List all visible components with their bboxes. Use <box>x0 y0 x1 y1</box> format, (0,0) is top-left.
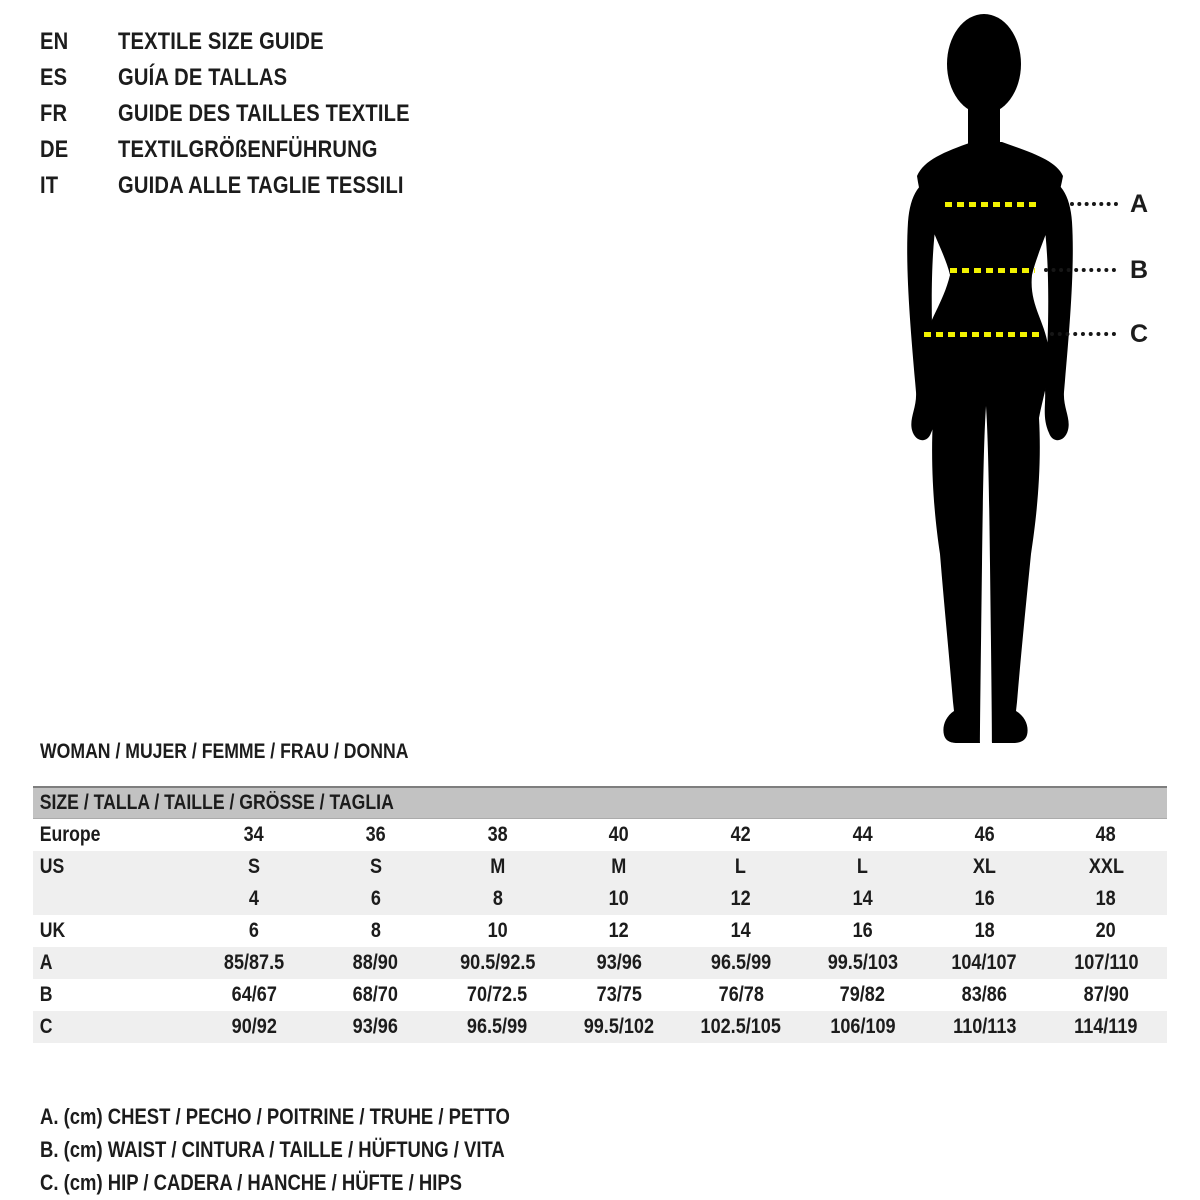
language-row-fr <box>40 96 465 132</box>
language-row-en <box>40 24 465 60</box>
size-value: 70/72.5 <box>467 983 528 1006</box>
row-label: US <box>33 851 193 883</box>
language-code: DE <box>40 136 69 163</box>
table-header-cell <box>33 787 1167 819</box>
size-value: 96.5/99 <box>680 947 802 979</box>
size-value: 102.5/105 <box>680 1011 802 1043</box>
size-value: S <box>315 851 437 883</box>
size-value: 110/113 <box>924 1011 1046 1043</box>
silhouette-torso-legs <box>917 142 1063 743</box>
size-value: 16 <box>852 919 873 942</box>
section-title: WOMAN / MUJER / FEMME / FRAU / DONNA <box>40 740 409 763</box>
size-value: 107/110 <box>1045 947 1167 979</box>
waist-leader-line <box>1044 268 1116 272</box>
hip-leader-line <box>1050 332 1116 336</box>
language-label: GUIDE DES TAILLES TEXTILE <box>118 100 410 127</box>
size-value: 68/70 <box>353 983 399 1006</box>
size-value: S <box>193 851 315 883</box>
size-value: 93/96 <box>315 1011 437 1043</box>
size-value: L <box>802 851 924 883</box>
size-value: 38 <box>487 823 508 846</box>
size-table-body <box>33 819 1167 1044</box>
language-label: GUÍA DE TALLAS <box>118 64 288 91</box>
size-value: L <box>680 851 802 883</box>
waist-measure-line <box>950 268 1035 273</box>
language-list <box>40 24 465 204</box>
size-value: 42 <box>730 823 751 846</box>
size-value: 8 <box>370 919 381 942</box>
size-value: 20 <box>1096 919 1117 942</box>
size-value: 93/96 <box>558 947 680 979</box>
language-code: EN <box>40 28 69 55</box>
size-value: 114/119 <box>1045 1011 1167 1043</box>
table-row <box>33 883 1167 915</box>
woman-silhouette <box>890 6 1100 751</box>
size-value: 96.5/99 <box>437 1011 559 1043</box>
marker-a: A <box>1130 190 1149 218</box>
language-label: TEXTILE SIZE GUIDE <box>118 28 324 55</box>
measurement-legend <box>40 1100 599 1199</box>
row-label: B <box>39 983 53 1006</box>
size-value: 99.5/102 <box>558 1011 680 1043</box>
size-table-container <box>33 786 1167 1043</box>
size-value: 85/87.5 <box>193 947 315 979</box>
table-row <box>33 915 1167 947</box>
language-row-it <box>40 168 465 204</box>
language-code: ES <box>40 64 68 91</box>
size-value: 14 <box>730 919 751 942</box>
size-value: 18 <box>974 919 995 942</box>
table-row <box>33 947 1167 979</box>
size-value: 99.5/103 <box>802 947 924 979</box>
size-value: 87/90 <box>1083 983 1129 1006</box>
size-value: 6 <box>248 919 259 942</box>
size-value: XXL <box>1045 851 1167 883</box>
marker-b: B <box>1130 256 1149 284</box>
language-code: FR <box>40 100 68 127</box>
size-value: 76/78 <box>718 983 764 1006</box>
row-label: A <box>33 947 193 979</box>
size-value: 44 <box>852 823 873 846</box>
size-value: 90/92 <box>193 1011 315 1043</box>
size-value: M <box>437 851 559 883</box>
marker-c: C <box>1130 320 1149 348</box>
language-row-de <box>40 132 465 168</box>
size-value: 104/107 <box>924 947 1046 979</box>
size-value: 12 <box>680 883 802 915</box>
language-row-es <box>40 60 465 96</box>
size-value: 18 <box>1045 883 1167 915</box>
hip-measure-line <box>924 332 1043 337</box>
size-value: 36 <box>365 823 386 846</box>
size-value: 16 <box>924 883 1046 915</box>
language-label: TEXTILGRÖßENFÜHRUNG <box>118 136 378 163</box>
size-value: 14 <box>802 883 924 915</box>
table-row <box>33 851 1167 883</box>
table-header-row <box>33 787 1167 819</box>
size-value: 40 <box>609 823 630 846</box>
table-row <box>33 1011 1167 1043</box>
size-value: 10 <box>558 883 680 915</box>
table-header-label: SIZE / TALLA / TAILLE / GRÖSSE / TAGLIA <box>39 791 394 814</box>
legend-chest: A. (cm) CHEST / PECHO / POITRINE / TRUHE / PETTO <box>40 1103 510 1129</box>
size-value: 90.5/92.5 <box>437 947 559 979</box>
table-row <box>33 979 1167 1011</box>
size-value: 88/90 <box>315 947 437 979</box>
language-label: GUIDA ALLE TAGLIE TESSILI <box>118 172 404 199</box>
size-value: 73/75 <box>596 983 642 1006</box>
row-label: UK <box>39 919 66 942</box>
size-value: 8 <box>437 883 559 915</box>
size-value: 106/109 <box>802 1011 924 1043</box>
chest-measure-line <box>945 202 1041 207</box>
silhouette-right-arm <box>1041 176 1073 440</box>
silhouette-neck <box>968 94 1000 148</box>
chest-leader-line <box>1070 202 1118 206</box>
size-value: 4 <box>193 883 315 915</box>
size-value: 48 <box>1096 823 1117 846</box>
size-table <box>33 786 1167 1043</box>
row-label: C <box>33 1011 193 1043</box>
legend-hip: C. (cm) HIP / CADERA / HANCHE / HÜFTE / HIPS <box>40 1169 463 1195</box>
size-value: 79/82 <box>840 983 886 1006</box>
silhouette-left-arm <box>907 176 939 440</box>
size-value: 12 <box>609 919 630 942</box>
size-value: 34 <box>243 823 264 846</box>
language-code: IT <box>40 172 59 199</box>
size-value: 6 <box>315 883 437 915</box>
size-value: XL <box>924 851 1046 883</box>
legend-waist: B. (cm) WAIST / CINTURA / TAILLE / HÜFTUNG / VITA <box>40 1136 505 1162</box>
size-value: 64/67 <box>231 983 277 1006</box>
size-value: M <box>558 851 680 883</box>
row-label <box>33 883 193 915</box>
table-row <box>33 819 1167 852</box>
size-value: 10 <box>487 919 508 942</box>
size-value: 46 <box>974 823 995 846</box>
row-label: Europe <box>39 823 101 846</box>
size-value: 83/86 <box>961 983 1007 1006</box>
